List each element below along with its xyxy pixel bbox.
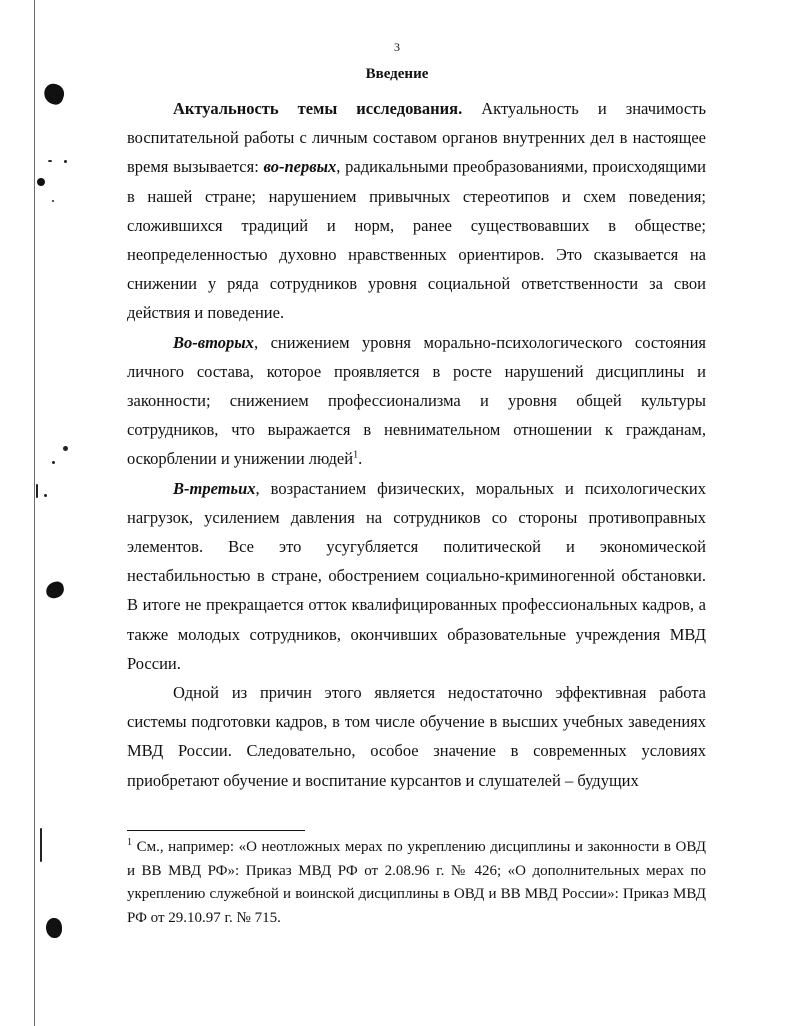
paragraph-thirdly (127, 474, 706, 678)
scan-speck (52, 200, 54, 202)
footnote (127, 836, 706, 930)
paragraph-text: , радикальными преобразованиями, происходящими в нашей стране; нарушением привычных стереотипов и схем поведения; сложившихся традиций и норм, ранее существовавших в обществе; неопределенностью духовно нравственных ориентиров. Это сказывается на снижении у ряда сотрудников уровня социальной ответственности за свои действия и поведение. (127, 157, 706, 323)
footnote-reference: 1 (353, 449, 359, 461)
footnote-separator (127, 830, 305, 831)
scan-artifact (46, 918, 62, 938)
scan-speck (63, 446, 68, 451)
scan-margin-line (34, 0, 35, 1026)
scan-speck (48, 160, 52, 162)
scan-artifact (45, 580, 66, 599)
paragraph-causes (127, 678, 706, 795)
paragraph-end: . (358, 449, 363, 469)
paragraph-secondly (127, 328, 706, 474)
body-text (127, 94, 706, 795)
relevance-lead: Актуальность темы исследования. (173, 99, 463, 118)
scan-artifact (41, 81, 66, 106)
scan-artifact (37, 178, 45, 186)
secondly-marker: Во-вторых (173, 332, 254, 352)
footnote-text: См., например: «О неотложных мерах по укреплению дисциплины и законности в ОВД и ВВ МВД РФ»: Приказ МВД РФ от 2.08.96 г. № 426; «О дополнительных мерах по укреплению служебной и воинской дисциплины в ОВД и ВВ МВД России»: Приказ МВД РФ от 29.10.97 г. № 715. (127, 839, 706, 926)
firstly-marker: во-первых (263, 157, 337, 177)
thirdly-marker: В-третьих (173, 478, 256, 498)
paragraph-relevance (127, 94, 706, 328)
paragraph-text: Актуальность и значимость воспитательной работы с личным составом органов внутренних дел в настоящее время вызывается: (127, 99, 706, 177)
scan-speck (52, 461, 55, 464)
paragraph-text: Одной из причин этого является недостаточно эффективная работа системы подготовки кадров, в том числе обучение в высших учебных заведениях МВД России. Следовательно, особое значение в современных условиях приобретают обучение и воспитание курсантов и слушателей – будущих (127, 683, 706, 790)
paragraph-text: , возрастанием физических, моральных и психологических нагрузок, усилением давления на сотрудников со стороны противоправных элементов. Все это усугубляется политической и экономической нестабильностью в стране, обострением социально-криминогенной обстановки. В итоге не прекращается отток квалифицированных профессиональных кадров, а также молодых сотрудников, окончивших образовательные учреждения МВД России. (127, 478, 706, 673)
scan-speck (36, 484, 38, 498)
scan-speck (40, 828, 42, 862)
section-heading: Введение (365, 66, 429, 82)
footnote-marker: 1 (127, 837, 132, 848)
paragraph-text: , снижением уровня морально-психологического состояния личного состава, которое проявляется в росте нарушений дисциплины и законности; снижением профессионализма и уровня общей культуры сотрудников, что выражается в невнимательном отношении к гражданам, оскорблении и унижении людей (127, 332, 706, 469)
page-number: 3 (394, 40, 400, 54)
scan-speck (64, 160, 67, 163)
scan-speck (44, 494, 47, 497)
